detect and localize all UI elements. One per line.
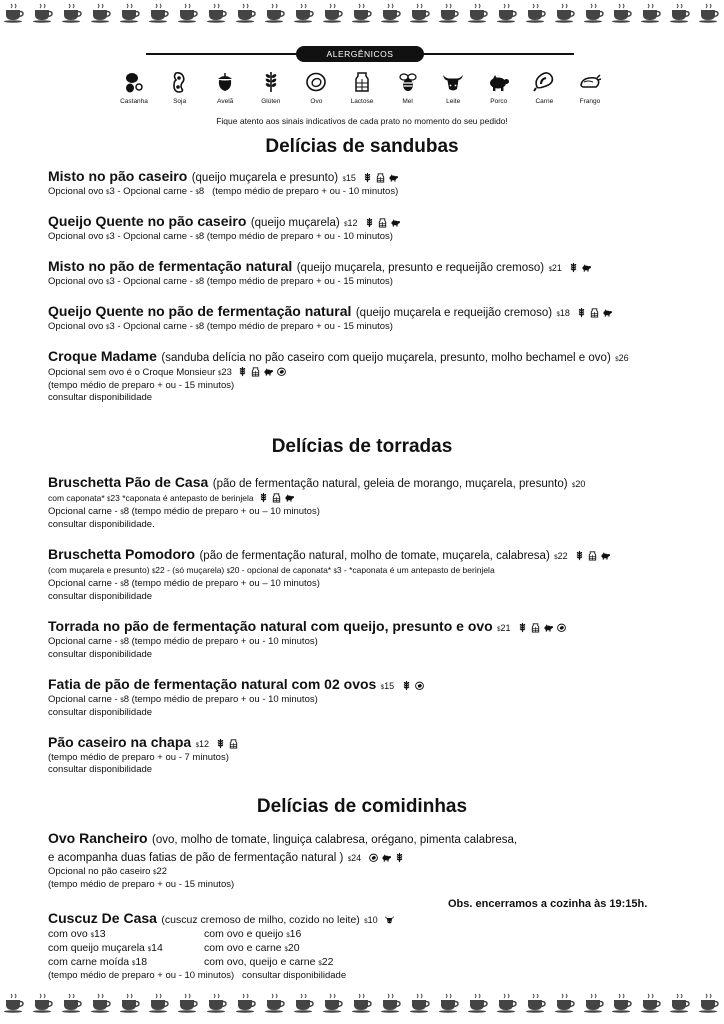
item-desc: (pão de fermentação natural, molho de tomate, muçarela, calabresa) xyxy=(199,550,550,562)
egg-icon xyxy=(556,622,567,633)
item-desc: (queijo muçarela e requeijão cremoso) xyxy=(355,307,553,319)
coffee-cup-icon xyxy=(264,993,286,1018)
item-availability: consultar disponibilidade. xyxy=(48,519,155,530)
coffee-cup-icon xyxy=(583,3,605,28)
allergen-header-title: ALERGÊNICOS xyxy=(296,46,424,62)
item-options: (com muçarela e presunto) $22 - (só muçarela) $20 - opcional de caponata* $3 - *caponata é um antepasto de berinjela xyxy=(48,565,495,575)
section-title-sandubas: Delícias de sandubas xyxy=(265,136,459,157)
menu-item-torrada-fermentacao xyxy=(48,618,708,661)
coffee-cup-icon xyxy=(525,993,547,1018)
coffee-cup-icon xyxy=(322,3,344,28)
allergen-wheat xyxy=(249,70,293,105)
coffee-cup-icon xyxy=(409,3,431,28)
item-name: Fatia de pão de fermentação natural com 02 ovos xyxy=(48,676,377,692)
cow-icon xyxy=(384,914,395,925)
coffee-cup-icon xyxy=(611,3,633,28)
pig-icon xyxy=(600,550,611,561)
item-price: $10 xyxy=(364,915,378,925)
menu-item-queijo-fermentacao xyxy=(48,303,708,334)
egg-icon xyxy=(304,70,328,96)
item-price: $15 xyxy=(380,681,395,691)
coffee-cup-icon xyxy=(583,993,605,1018)
allergen-bee xyxy=(386,70,430,105)
allergen-milk xyxy=(340,70,384,105)
allergen-label: Frango xyxy=(579,98,601,105)
item-time: (tempo médio de preparo + ou - 15 minutos) xyxy=(48,879,235,890)
pig-icon xyxy=(543,622,554,633)
item-desc: (pão de fermentação natural, geleia de morango, muçarela, presunto) xyxy=(212,478,568,490)
chicken-icon xyxy=(578,70,602,96)
wheat-icon xyxy=(258,492,269,503)
coffee-cup-icon xyxy=(90,993,112,1018)
allergen-meat xyxy=(522,70,566,105)
item-price: $15 xyxy=(342,173,356,183)
coffee-cup-icon xyxy=(351,3,373,28)
milk-icon xyxy=(250,366,261,377)
item-options: Opcional ovo $3 - Opcional carne - $8 (tempo médio de preparo + ou - 10 minutos) xyxy=(48,231,393,242)
hazelnut-icon xyxy=(213,70,237,96)
coffee-cup-icon xyxy=(206,3,228,28)
menu-item-pao-chapa xyxy=(48,734,708,776)
cuscuz-option: com ovo $13 xyxy=(48,928,106,940)
coffee-cup-icon xyxy=(32,993,54,1018)
item-desc: (queijo muçarela, presunto e requeijão cremoso) xyxy=(296,262,545,274)
coffee-cup-icon xyxy=(206,993,228,1018)
item-name: Croque Madame xyxy=(48,348,157,364)
kitchen-closing-note: Obs. encerramos a cozinha às 19:15h. xyxy=(448,898,648,910)
wheat-icon xyxy=(517,622,528,633)
wheat-icon xyxy=(401,680,412,691)
coffee-cup-icon xyxy=(61,3,83,28)
coffee-cup-icon xyxy=(148,3,170,28)
pig-icon xyxy=(381,852,392,863)
coffee-cup-icon xyxy=(380,993,402,1018)
milk-icon xyxy=(589,307,600,318)
coffee-cup-icon xyxy=(525,3,547,28)
coffee-cup-icon xyxy=(32,3,54,28)
item-time: (tempo médio de preparo + ou - 7 minutos) xyxy=(48,752,229,763)
wheat-icon xyxy=(394,852,405,863)
allergen-label: Lactose xyxy=(350,98,374,105)
soy-icon xyxy=(168,70,192,96)
item-name: Queijo Quente no pão de fermentação natural xyxy=(48,303,352,319)
item-availability: consultar disponibilidade xyxy=(48,764,153,775)
menu-item-cuscuz xyxy=(48,910,708,982)
item-name: Bruschetta Pomodoro xyxy=(48,546,196,562)
pig-icon xyxy=(388,172,399,183)
item-name: Cuscuz De Casa xyxy=(48,910,157,926)
item-desc: (queijo muçarela e presunto) xyxy=(191,172,339,184)
cuscuz-options-right xyxy=(204,928,360,970)
pig-icon xyxy=(390,217,401,228)
allergen-egg xyxy=(294,70,338,105)
item-name: Bruschetta Pão de Casa xyxy=(48,474,209,490)
item-name: Misto no pão caseiro xyxy=(48,168,188,184)
bee-icon xyxy=(396,70,420,96)
coffee-cup-icon xyxy=(177,993,199,1018)
allergen-label: Castanha xyxy=(120,98,148,105)
item-price: $12 xyxy=(344,218,358,228)
wheat-icon xyxy=(362,172,373,183)
allergen-chicken xyxy=(568,70,612,105)
pig-icon xyxy=(487,70,511,96)
coffee-cup-icon xyxy=(3,993,25,1018)
allergen-label: Carne xyxy=(535,98,554,105)
item-options: com caponata* $23 *caponata é antepasto de berinjela xyxy=(48,492,708,506)
item-time: Opcional carne - $8 (tempo médio de preparo + ou - 10 minutos) xyxy=(48,694,318,705)
wheat-icon xyxy=(574,550,585,561)
menu-item-fatia-ovos xyxy=(48,676,708,719)
item-name: Queijo Quente no pão caseiro xyxy=(48,213,247,229)
allergen-cow xyxy=(431,70,475,105)
allergen-label: Porco xyxy=(490,98,508,105)
item-name: Torrada no pão de fermentação natural com queijo, presunto e ovo xyxy=(48,618,493,634)
section-title-comidinhas: Delícias de comidinhas xyxy=(256,796,468,817)
coffee-cup-icon xyxy=(119,3,141,28)
coffee-cup-icon xyxy=(90,3,112,28)
coffee-cup-icon xyxy=(438,993,460,1018)
item-availability: consultar disponibilidade xyxy=(48,649,153,660)
coffee-cup-icon xyxy=(496,993,518,1018)
coffee-cup-icon xyxy=(611,993,633,1018)
milk-icon xyxy=(377,217,388,228)
allergen-label: Soja xyxy=(173,98,187,105)
coffee-cup-icon xyxy=(698,993,720,1018)
bottom-cup-border xyxy=(0,994,724,1016)
coffee-cup-icon xyxy=(119,993,141,1018)
milk-icon xyxy=(587,550,598,561)
wheat-icon xyxy=(215,738,226,749)
item-footer: (tempo médio de preparo + ou - 10 minutos) consultar disponibilidade xyxy=(48,970,347,981)
item-desc: (cuscuz cremoso de milho, cozido no leite) xyxy=(161,914,360,926)
item-price: $20 xyxy=(572,479,586,489)
item-price: $24 xyxy=(347,853,362,863)
coffee-cup-icon xyxy=(496,3,518,28)
egg-icon xyxy=(368,852,379,863)
item-options: Opcional ovo $3 - Opcional carne - $8 (tempo médio de preparo + ou - 15 minutos) xyxy=(48,276,393,287)
item-price: $21 xyxy=(548,263,562,273)
item-price: $22 xyxy=(554,551,568,561)
egg-icon xyxy=(276,366,287,377)
allergen-label: Ovo xyxy=(310,98,323,105)
coffee-cup-icon xyxy=(640,3,662,28)
allergen-label: Avelã xyxy=(217,98,234,105)
cuscuz-option: com ovo e carne $20 xyxy=(204,942,300,954)
coffee-cup-icon xyxy=(235,993,257,1018)
milk-icon xyxy=(375,172,386,183)
coffee-cup-icon xyxy=(322,993,344,1018)
item-desc: (queijo muçarela) xyxy=(250,217,340,229)
item-desc: (sanduba delícia no pão caseiro com queijo muçarela, presunto, molho bechamel e ovo) xyxy=(161,352,611,364)
cow-icon xyxy=(441,70,465,96)
coffee-cup-icon xyxy=(3,3,25,28)
coffee-cup-icon xyxy=(148,993,170,1018)
coffee-cup-icon xyxy=(698,3,720,28)
item-desc-continued: e acompanha duas fatias de pão de fermentação natural ) xyxy=(48,852,344,864)
nut-icon xyxy=(122,70,146,96)
allergen-soy xyxy=(158,70,202,105)
menu-item-bruschetta-casa xyxy=(48,474,708,531)
item-options: Opcional no pão caseiro $22 xyxy=(48,866,168,877)
allergen-label: Leite xyxy=(446,98,461,105)
pig-icon xyxy=(581,262,592,273)
milk-icon xyxy=(271,492,282,503)
milk-icon xyxy=(350,70,374,96)
meat-icon xyxy=(532,70,556,96)
item-availability: consultar disponibilidade xyxy=(48,392,153,403)
item-price: $12 xyxy=(195,739,209,749)
pig-icon xyxy=(602,307,613,318)
top-cup-border xyxy=(0,4,724,26)
allergen-header-bar xyxy=(146,46,574,62)
allergen-nut xyxy=(112,70,156,105)
coffee-cup-icon xyxy=(669,3,691,28)
coffee-cup-icon xyxy=(351,993,373,1018)
item-price: $26 xyxy=(615,353,629,363)
item-time: Opcional carne - $8 (tempo médio de preparo + ou – 10 minutos) xyxy=(48,506,320,517)
wheat-icon xyxy=(364,217,375,228)
coffee-cup-icon xyxy=(380,3,402,28)
allergen-hazelnut xyxy=(203,70,247,105)
wheat-icon xyxy=(576,307,587,318)
coffee-cup-icon xyxy=(640,993,662,1018)
item-availability: consultar disponibilidade xyxy=(48,707,153,718)
item-name: Ovo Rancheiro xyxy=(48,830,148,846)
section-title-torradas: Delícias de torradas xyxy=(271,436,453,457)
menu-item-queijo-caseiro xyxy=(48,213,708,244)
coffee-cup-icon xyxy=(669,993,691,1018)
menu-item-misto-fermentacao xyxy=(48,258,708,289)
item-price: $18 xyxy=(556,308,570,318)
cuscuz-option: com carne moída $18 xyxy=(48,956,148,968)
item-time: Opcional carne - $8 (tempo médio de preparo + ou - 10 minutos) xyxy=(48,636,318,647)
coffee-cup-icon xyxy=(438,3,460,28)
cuscuz-option: com queijo muçarela $14 xyxy=(48,942,163,954)
item-time: Opcional carne - $8 (tempo médio de preparo + ou – 10 minutos) xyxy=(48,578,320,589)
coffee-cup-icon xyxy=(293,993,315,1018)
item-name: Pão caseiro na chapa xyxy=(48,734,192,750)
cuscuz-option: com ovo, queijo e carne $22 xyxy=(204,956,334,968)
coffee-cup-icon xyxy=(554,3,576,28)
coffee-cup-icon xyxy=(467,3,489,28)
allergen-note: Fique atento aos sinais indicativos de cada prato no momento do seu pedido! xyxy=(216,116,508,126)
coffee-cup-icon xyxy=(235,3,257,28)
coffee-cup-icon xyxy=(554,993,576,1018)
cuscuz-option: com ovo e queijo $16 xyxy=(204,928,302,940)
milk-icon xyxy=(530,622,541,633)
allergen-label: Mel xyxy=(402,98,413,105)
egg-icon xyxy=(414,680,425,691)
coffee-cup-icon xyxy=(264,3,286,28)
allergen-pig xyxy=(477,70,521,105)
coffee-cup-icon xyxy=(409,993,431,1018)
item-availability: consultar disponibilidade xyxy=(48,591,153,602)
item-options: Opcional ovo $3 - Opcional carne - $8 (tempo médio de preparo + ou - 15 minutos) xyxy=(48,321,393,332)
coffee-cup-icon xyxy=(61,993,83,1018)
milk-icon xyxy=(228,738,239,749)
menu-item-croque-madame xyxy=(48,348,708,404)
coffee-cup-icon xyxy=(177,3,199,28)
item-options: Opcional sem ovo é o Croque Monsieur $23 xyxy=(48,366,708,380)
item-name: Misto no pão de fermentação natural xyxy=(48,258,293,274)
wheat-icon xyxy=(237,366,248,377)
pig-icon xyxy=(263,366,274,377)
pig-icon xyxy=(284,492,295,503)
cuscuz-options xyxy=(48,928,708,970)
item-desc: (ovo, molho de tomate, linguiça calabresa, orégano, pimenta calabresa, xyxy=(152,834,518,846)
allergen-legend xyxy=(112,70,612,105)
item-options: Opcional ovo $3 - Opcional carne - $8 (tempo médio de preparo + ou - 10 minutos) xyxy=(48,186,399,197)
coffee-cup-icon xyxy=(293,3,315,28)
wheat-icon xyxy=(568,262,579,273)
cuscuz-options-left xyxy=(48,928,204,970)
menu-item-ovo-rancheiro xyxy=(48,830,708,891)
wheat-icon xyxy=(259,70,283,96)
coffee-cup-icon xyxy=(467,993,489,1018)
allergen-label: Glúten xyxy=(261,98,281,105)
item-price: $21 xyxy=(497,623,511,633)
item-time: (tempo médio de preparo + ou - 15 minutos) xyxy=(48,380,235,391)
menu-item-bruschetta-pomodoro xyxy=(48,546,708,603)
menu-item-misto-caseiro xyxy=(48,168,708,199)
